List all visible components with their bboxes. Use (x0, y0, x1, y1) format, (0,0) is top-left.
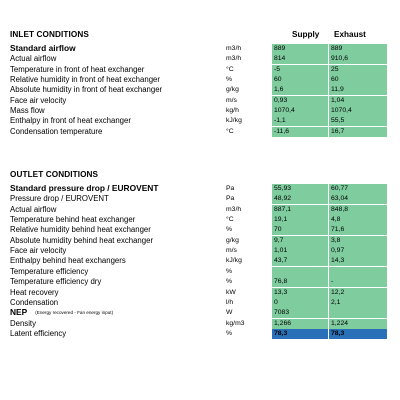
exhaust-value-cell: 78,3 (329, 329, 387, 339)
row-label (10, 255, 126, 266)
row-label-text: Temperature in front of heat exchanger (10, 64, 145, 74)
supply-value-cell: 70 (272, 225, 328, 235)
row-label-text: Relative humidity in front of heat exchanger (10, 75, 160, 85)
exhaust-value-cell: 1070,4 (329, 106, 387, 116)
exhaust-value-cell: 16,7 (329, 127, 387, 137)
row-label (10, 297, 58, 308)
exhaust-value-cell: 55,5 (329, 116, 387, 126)
supply-value-cell: 889 (272, 44, 328, 54)
exhaust-value-cell: - (329, 277, 387, 287)
row-unit: °C (226, 216, 234, 224)
row-unit: g/kg (226, 86, 239, 94)
supply-value-cell: -5 (272, 65, 328, 75)
table-row (0, 255, 400, 266)
exhaust-value-cell: 4,8 (329, 215, 387, 225)
row-label-text: Actual airflow (10, 204, 57, 214)
row-label-text: Enthalpy in front of heat exchanger (10, 116, 131, 126)
row-unit: Pa (226, 185, 235, 192)
row-label (10, 235, 153, 246)
supply-value-cell: 9,7 (272, 236, 328, 246)
row-unit: kJ/kg (226, 117, 242, 125)
table-row (0, 53, 400, 64)
exhaust-value-cell: 2,1 (329, 298, 387, 308)
table-row (0, 95, 400, 106)
exhaust-value-cell: 60 (329, 75, 387, 85)
exhaust-value-cell: 848,8 (329, 205, 387, 215)
exhaust-value-cell: 71,6 (329, 225, 387, 235)
row-label-text: Condensation temperature (10, 126, 103, 136)
table-row (0, 297, 400, 308)
row-label (10, 115, 131, 126)
table-row (0, 115, 400, 126)
exhaust-value-cell: 60,77 (329, 184, 387, 194)
row-unit: m3/h (226, 45, 242, 52)
supply-value-cell: 19,1 (272, 215, 328, 225)
row-label (10, 266, 88, 277)
inlet-section-title: INLET CONDITIONS (10, 30, 89, 39)
row-label-text: Heat recovery (10, 287, 59, 297)
exhaust-value-cell: 14,3 (329, 256, 387, 266)
row-label-text: Face air velocity (10, 95, 67, 105)
table-row (0, 245, 400, 256)
table-row (0, 126, 400, 137)
supply-value-cell: 0,93 (272, 96, 328, 106)
row-label (10, 193, 109, 204)
row-unit: kJ/kg (226, 257, 242, 265)
row-unit: °C (226, 127, 234, 135)
exhaust-value-cell: 1,224 (329, 319, 387, 329)
row-unit: m3/h (226, 205, 242, 213)
supply-value-cell: 1,6 (272, 85, 328, 95)
row-label-text: Absolute humidity behind heat exchanger (10, 235, 154, 245)
row-unit: W (226, 309, 233, 317)
row-unit: kW (226, 288, 236, 296)
row-unit: m/s (226, 247, 237, 255)
row-label-text: Density (10, 318, 36, 328)
table-row (0, 328, 400, 339)
table-row (0, 214, 400, 225)
exhaust-value-cell: 63,04 (329, 194, 387, 204)
table-row (0, 204, 400, 215)
row-label (10, 287, 59, 298)
row-unit: kg/m3 (226, 319, 245, 327)
table-row (0, 307, 400, 318)
supply-value-cell: 1,266 (272, 319, 328, 329)
row-unit: Pa (226, 195, 235, 203)
supply-value-cell: 60 (272, 75, 328, 85)
table-row (0, 235, 400, 246)
row-label-text: Relative humidity behind heat exchanger (10, 225, 151, 235)
exhaust-column-header: Exhaust (334, 30, 366, 39)
supply-value-cell: 1070,4 (272, 106, 328, 116)
row-label-text: Enthalpy behind heat exchangers (10, 256, 126, 266)
row-unit: % (226, 76, 233, 84)
row-label-text: Absolute humidity in front of heat exchanger (10, 85, 163, 95)
row-label (10, 95, 66, 106)
row-label-text: Standard pressure drop / EUROVENT (10, 183, 159, 193)
supply-value-cell: 814 (272, 54, 328, 64)
row-label (10, 64, 144, 75)
supply-value-cell: 43,7 (272, 256, 328, 266)
row-unit: % (226, 226, 233, 234)
row-label-text: Face air velocity (10, 246, 67, 256)
row-label (10, 105, 45, 116)
row-label (10, 328, 66, 339)
table-row (0, 318, 400, 329)
row-label (10, 53, 56, 64)
row-unit: % (226, 329, 233, 337)
row-label-text: Latent efficiency (10, 328, 67, 338)
row-label (10, 245, 66, 256)
row-unit: % (226, 278, 233, 286)
row-label (10, 43, 76, 54)
exhaust-value-cell: 11,9 (329, 85, 387, 95)
row-unit: °C (226, 65, 234, 73)
row-label-text: Standard airflow (10, 43, 76, 53)
row-label-text: Temperature behind heat exchanger (10, 215, 136, 225)
row-label (10, 307, 113, 318)
table-row (0, 266, 400, 277)
supply-value-cell: 55,93 (272, 184, 328, 194)
exhaust-value-cell: 0,97 (329, 246, 387, 256)
supply-value-cell: 0 (272, 298, 328, 308)
supply-column-header: Supply (292, 30, 320, 39)
table-row (0, 183, 400, 194)
row-label-text: Condensation (10, 297, 59, 307)
exhaust-value-cell: 1,04 (329, 96, 387, 106)
table-row (0, 193, 400, 204)
row-label-text: Temperature efficiency (10, 266, 89, 276)
supply-value-cell: 48,92 (272, 194, 328, 204)
table-row (0, 64, 400, 75)
row-label-text: Actual airflow (10, 54, 57, 64)
supply-value-cell: -1,1 (272, 116, 328, 126)
row-label-text: Temperature efficiency dry (10, 277, 102, 287)
exhaust-value-cell: 889 (329, 44, 387, 54)
row-label (10, 183, 158, 194)
row-unit: g/kg (226, 236, 239, 244)
table-row (0, 276, 400, 287)
table-row (0, 84, 400, 95)
exhaust-value-cell: 910,6 (329, 54, 387, 64)
table-row (0, 74, 400, 85)
row-unit: % (226, 267, 233, 275)
row-label (10, 126, 102, 137)
row-unit: l/h (226, 298, 234, 306)
supply-value-cell: 7083 (272, 308, 328, 318)
row-label (10, 276, 101, 287)
row-label-text: Pressure drop / EUROVENT (10, 194, 109, 204)
exhaust-value-cell: 3,8 (329, 236, 387, 246)
supply-value-cell: 78,3 (272, 329, 328, 339)
row-unit: m3/h (226, 55, 242, 63)
supply-value-cell: -11,6 (272, 127, 328, 137)
exhaust-value-cell: 25 (329, 65, 387, 75)
row-label (10, 74, 160, 85)
row-unit: kg/h (226, 107, 239, 115)
row-label (10, 214, 135, 225)
table-row (0, 105, 400, 116)
row-label (10, 318, 36, 329)
row-label (10, 204, 56, 215)
supply-value-cell: 887,1 (272, 205, 328, 215)
supply-value-cell: 1,01 (272, 246, 328, 256)
table-row (0, 287, 400, 298)
row-note: (Energy recovered - Fan energy input) (35, 310, 114, 316)
row-label (10, 224, 151, 235)
row-label (10, 84, 162, 95)
exhaust-value-cell: 12,2 (329, 288, 387, 298)
supply-value-cell: 76,8 (272, 277, 328, 287)
table-row (0, 224, 400, 235)
row-label-text: NEP (10, 307, 28, 318)
row-unit: m/s (226, 96, 237, 104)
row-label-text: Mass flow (10, 106, 45, 116)
supply-value-cell: 13,3 (272, 288, 328, 298)
outlet-section-title: OUTLET CONDITIONS (10, 170, 99, 179)
table-row (0, 43, 400, 54)
